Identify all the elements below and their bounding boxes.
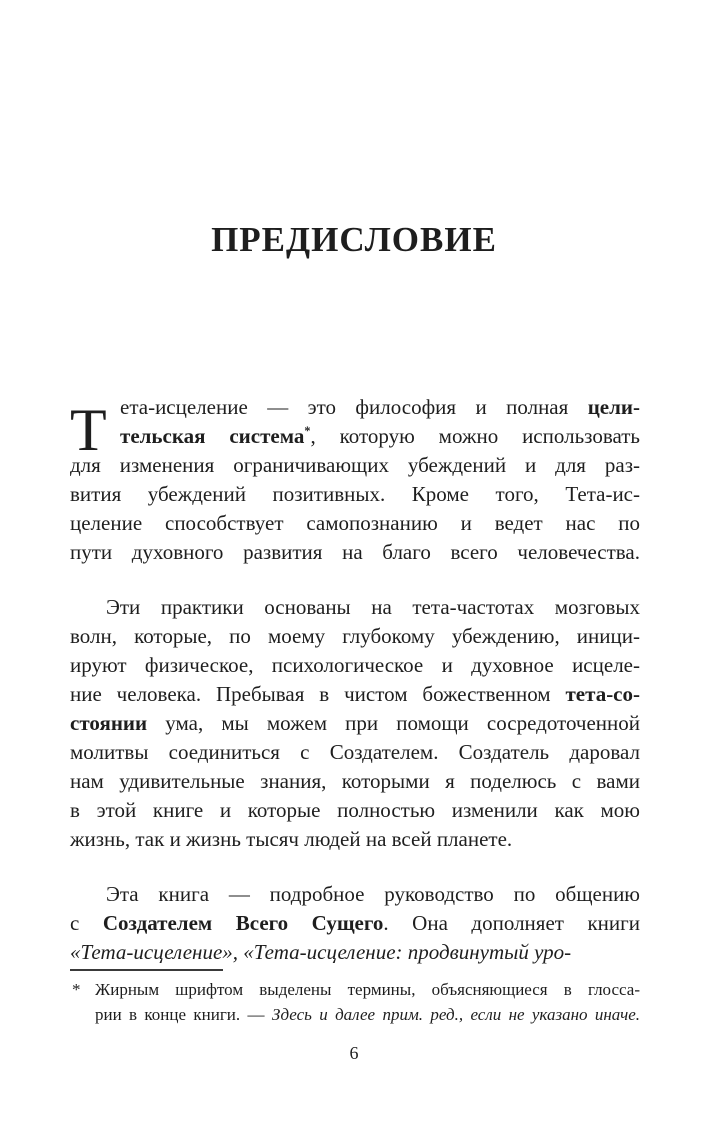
text-line: [70, 480, 640, 509]
text-line: [70, 880, 640, 909]
text-run: тета-со-: [565, 682, 640, 706]
text-run: цели-: [587, 395, 640, 419]
text-run: целение способствует самопознанию и ведет нас по: [70, 511, 640, 535]
text-line: [70, 680, 640, 709]
text-line: [70, 767, 640, 796]
text-run: ние человека. Пребывая в чистом божественном: [70, 682, 566, 706]
text-line: [70, 796, 640, 825]
text-line: [70, 709, 640, 738]
text-run: Эти практики основаны на тета-частотах мозговых: [106, 595, 640, 619]
text-run: Жирным шрифтом выделены термины, объясняющиеся в глосса-: [95, 980, 640, 999]
text-run: ета-исцеление — это философия и полная: [120, 395, 588, 419]
text-line: [95, 1002, 640, 1027]
footnote-text: [95, 977, 640, 1027]
footnote: [70, 969, 640, 1027]
text-line: [70, 538, 640, 567]
text-line: [70, 938, 640, 967]
paragraph: [70, 593, 640, 854]
body-text: [70, 393, 640, 967]
text-line: [70, 825, 640, 854]
text-line: [70, 393, 640, 422]
text-run: нам удивительные знания, которыми я поделюсь с вами: [70, 769, 640, 793]
text-run: пути духовного развития на благо всего человечества.: [70, 540, 640, 564]
paragraph: [70, 880, 640, 967]
text-run: Создателем Всего Сущего: [102, 911, 384, 935]
text-run: Эта книга — подробное руководство по общению: [106, 882, 640, 906]
text-run: Здесь и далее прим. ред., если не указано иначе.: [271, 1005, 640, 1024]
footnote-body: [70, 977, 640, 1027]
text-line: [70, 509, 640, 538]
paragraph: [70, 393, 640, 567]
text-run: рии в конце книги. —: [95, 1005, 272, 1024]
text-line: [70, 451, 640, 480]
text-run: *: [304, 424, 311, 438]
text-run: волн, которые, по моему глубокому убеждению, иници-: [70, 624, 640, 648]
text-run: ума, мы можем при помощи сосредоточенной: [147, 711, 640, 735]
text-line: [70, 738, 640, 767]
text-run: «Тета-исцеление», «Тета-исцеление: продвинутый уро-: [70, 940, 572, 964]
text-line: [70, 593, 640, 622]
text-run: для изменения ограничивающих убеждений и для раз-: [70, 453, 640, 477]
text-run: вития убеждений позитивных. Кроме того, Тета-ис-: [70, 482, 640, 506]
text-run: молитвы соединиться с Создателем. Создатель даровал: [70, 740, 640, 764]
text-run: , которую можно использовать: [310, 424, 640, 448]
text-line: [70, 909, 640, 938]
text-line: [70, 622, 640, 651]
chapter-title: ПРЕДИСЛОВИЕ: [211, 220, 497, 259]
text-run: стоянии: [70, 711, 148, 735]
text-run: с: [70, 911, 103, 935]
footnote-rule: [70, 969, 223, 971]
text-run: тельская система: [120, 424, 305, 448]
text-run: жизнь, так и жизнь тысяч людей на всей планете.: [70, 827, 513, 851]
footnote-asterisk: *: [72, 980, 81, 999]
text-run: ируют физическое, психологическое и духовное исцеле-: [70, 653, 640, 677]
text-line: [70, 651, 640, 680]
drop-cap: Т: [70, 397, 107, 463]
text-line: [70, 422, 640, 451]
text-run: . Она дополняет книги: [383, 911, 640, 935]
text-line: [95, 977, 640, 1002]
page-number: 6: [349, 1043, 359, 1063]
text-run: в этой книге и которые полностью изменили как мою: [70, 798, 640, 822]
